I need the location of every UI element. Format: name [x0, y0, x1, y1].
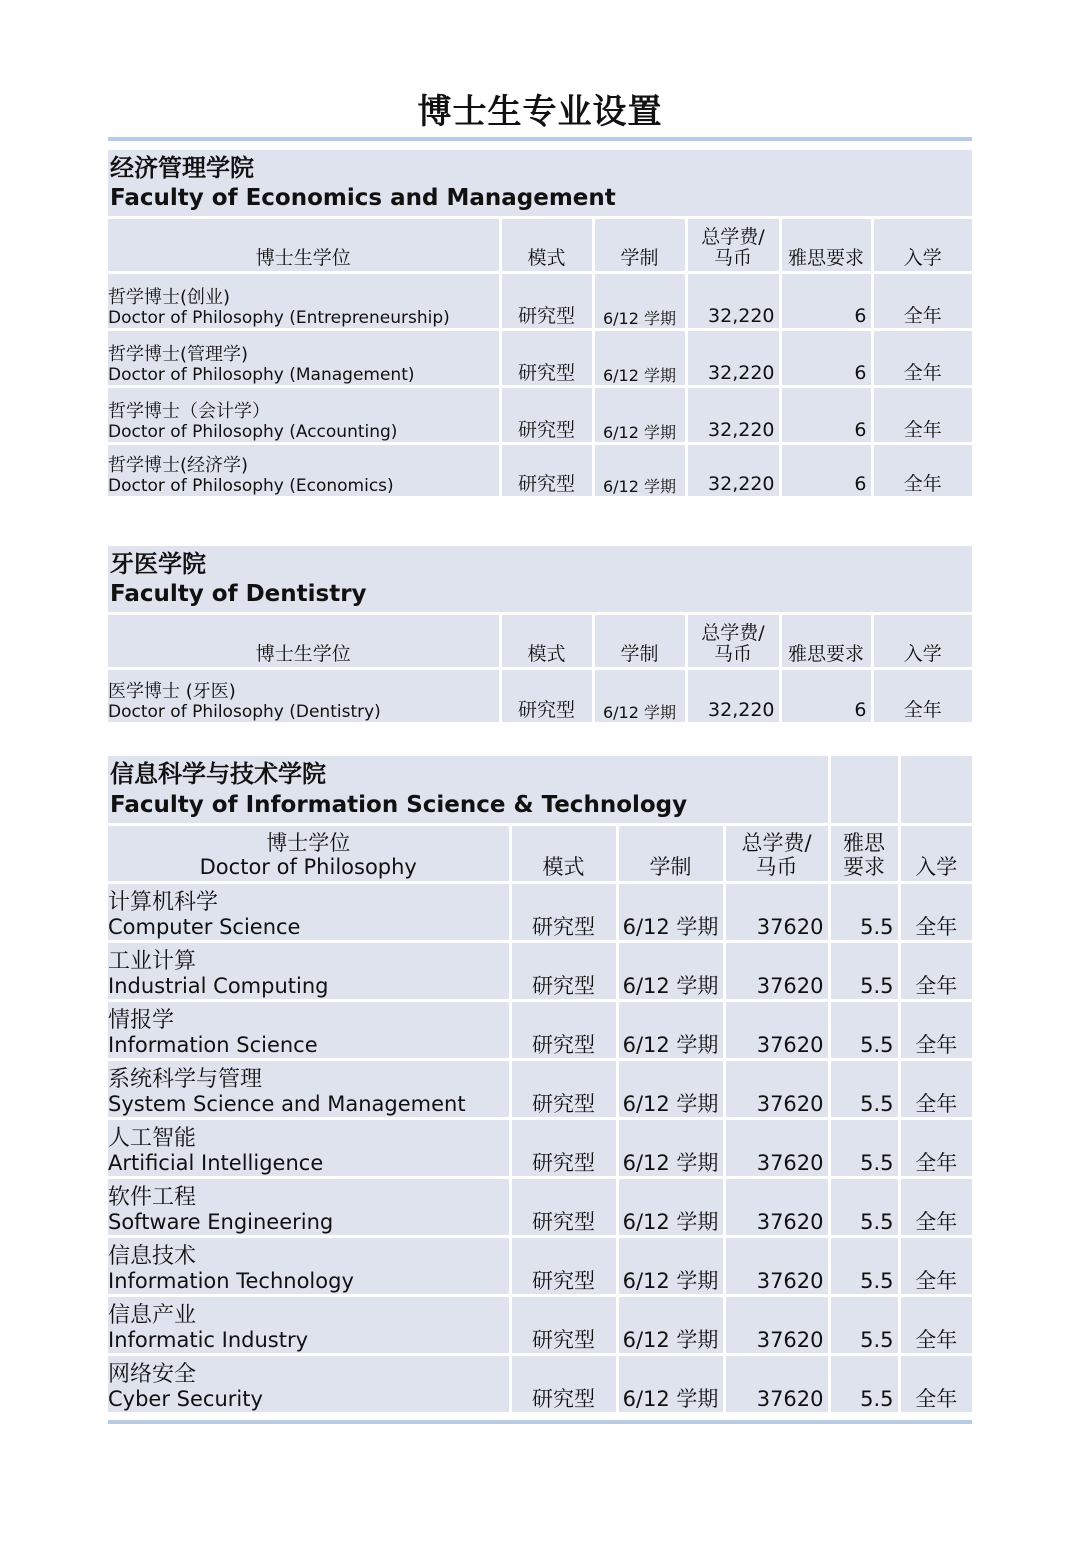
intake-cell: 全年 [899, 1059, 972, 1118]
degree-name-cn: 网络安全 [108, 1362, 197, 1388]
degree-name-cn: 哲学博士（会计学） [108, 401, 270, 423]
degree-name-en: Information Science [108, 1033, 318, 1058]
faculty-header [108, 756, 829, 824]
intake-cell: 全年 [899, 1118, 972, 1177]
mode-cell: 研究型 [500, 669, 593, 724]
ielts-cell: 5.5 [829, 1295, 899, 1354]
degree-cell [108, 1059, 510, 1118]
header-degree [108, 824, 510, 882]
degree-name-en: Information Technology [108, 1269, 354, 1294]
section-information-science [108, 756, 972, 1415]
duration-cell: 6/12 学期 [617, 941, 724, 1000]
degree-name-en: Doctor of Philosophy (Economics) [108, 475, 394, 496]
header-degree: 博士生学位 [108, 218, 500, 273]
degree-name-cn: 软件工程 [108, 1185, 197, 1211]
fee-cell: 37620 [724, 1177, 829, 1236]
ielts-cell: 6 [780, 330, 872, 387]
fee-cell: 37620 [724, 1000, 829, 1059]
header-fee [724, 824, 829, 882]
table-row [108, 1059, 972, 1118]
header-mode: 模式 [510, 824, 617, 882]
intake-cell: 全年 [899, 941, 972, 1000]
intake-cell: 全年 [872, 387, 972, 444]
duration-cell: 6/12 学期 [617, 882, 724, 941]
header-duration: 学制 [617, 824, 724, 882]
degree-cell [108, 444, 500, 498]
empty-cell [829, 756, 899, 824]
duration-cell: 6/12 学期 [617, 1236, 724, 1295]
degree-name-en: System Science and Management [108, 1092, 466, 1117]
column-header-row [108, 824, 972, 882]
mode-cell: 研究型 [500, 387, 593, 444]
faculty-name-cn: 牙医学院 [110, 550, 206, 578]
ielts-cell: 6 [780, 387, 872, 444]
degree-name-en: Cyber Security [108, 1387, 263, 1412]
table-row [108, 387, 972, 444]
ielts-cell: 5.5 [829, 1059, 899, 1118]
intake-cell: 全年 [872, 669, 972, 724]
header-intake: 入学 [872, 614, 972, 669]
degree-name-en: Doctor of Philosophy (Accounting) [108, 421, 398, 442]
duration-cell: 6/12 学期 [593, 273, 686, 330]
degree-name-en: Informatic Industry [108, 1328, 309, 1353]
intake-cell: 全年 [899, 1000, 972, 1059]
top-divider [108, 137, 972, 141]
degree-name-en: Doctor of Philosophy (Dentistry) [108, 701, 381, 722]
duration-cell: 6/12 学期 [617, 1118, 724, 1177]
degree-cell [108, 273, 500, 330]
header-intake: 入学 [899, 824, 972, 882]
header-fee-line2: 马币 [755, 855, 798, 880]
table-row [108, 882, 972, 941]
degree-name-cn: 哲学博士(经济学) [108, 455, 249, 477]
degree-name-en: Software Engineering [108, 1210, 334, 1235]
degree-cell [108, 941, 510, 1000]
degree-name-en: Industrial Computing [108, 974, 329, 999]
degree-cell [108, 1354, 510, 1413]
table-row [108, 1177, 972, 1236]
header-degree-cn: 博士学位 [266, 831, 351, 856]
duration-cell: 6/12 学期 [617, 1295, 724, 1354]
ielts-cell: 5.5 [829, 1236, 899, 1295]
ielts-cell: 5.5 [829, 882, 899, 941]
table-row [108, 1295, 972, 1354]
programs-table [108, 546, 972, 725]
header-fee-line2: 马币 [713, 247, 752, 270]
ielts-cell: 5.5 [829, 1177, 899, 1236]
duration-cell: 6/12 学期 [617, 1354, 724, 1413]
header-ielts: 雅思要求 [780, 614, 872, 669]
faculty-name-cn: 信息科学与技术学院 [110, 760, 326, 789]
fee-cell: 37620 [724, 1118, 829, 1177]
degree-cell [108, 1177, 510, 1236]
degree-cell [108, 1118, 510, 1177]
degree-name-en: Doctor of Philosophy (Management) [108, 364, 415, 385]
fee-cell: 37620 [724, 1354, 829, 1413]
degree-name-cn: 情报学 [108, 1008, 175, 1034]
intake-cell: 全年 [899, 1354, 972, 1413]
ielts-cell: 6 [780, 444, 872, 498]
table-row [108, 330, 972, 387]
degree-cell [108, 882, 510, 941]
header-duration: 学制 [593, 218, 686, 273]
header-fee-line1: 总学费/ [701, 621, 765, 644]
header-ielts-line1: 雅思 [843, 831, 886, 856]
ielts-cell: 5.5 [829, 1000, 899, 1059]
fee-cell: 37620 [724, 1295, 829, 1354]
table-row [108, 941, 972, 1000]
faculty-name-en: Faculty of Dentistry [110, 581, 367, 608]
header-mode: 模式 [500, 614, 593, 669]
mode-cell: 研究型 [500, 273, 593, 330]
page-title: 博士生专业设置 [417, 92, 663, 132]
intake-cell: 全年 [872, 273, 972, 330]
column-header-row [108, 218, 972, 273]
faculty-header [108, 150, 972, 218]
mode-cell: 研究型 [510, 1354, 617, 1413]
header-ielts: 雅思要求 [780, 218, 872, 273]
intake-cell: 全年 [872, 444, 972, 498]
header-degree-en: Doctor of Philosophy [199, 855, 417, 880]
degree-name-cn: 工业计算 [108, 949, 197, 975]
column-header-row [108, 614, 972, 669]
degree-cell [108, 387, 500, 444]
duration-cell: 6/12 学期 [617, 1059, 724, 1118]
fee-cell: 32,220 [686, 444, 780, 498]
faculty-name-en: Faculty of Information Science & Technology [110, 791, 688, 818]
ielts-cell: 5.5 [829, 941, 899, 1000]
header-fee [686, 218, 780, 273]
duration-cell: 6/12 学期 [617, 1177, 724, 1236]
duration-cell: 6/12 学期 [593, 669, 686, 724]
faculty-name-en: Faculty of Economics and Management [110, 185, 616, 212]
header-duration: 学制 [593, 614, 686, 669]
intake-cell: 全年 [899, 1295, 972, 1354]
mode-cell: 研究型 [510, 1118, 617, 1177]
mode-cell: 研究型 [510, 1177, 617, 1236]
degree-name-cn: 系统科学与管理 [108, 1067, 263, 1093]
degree-name-cn: 医学博士 (牙医) [108, 681, 236, 703]
empty-cell [899, 756, 972, 824]
table-row [108, 669, 972, 724]
header-fee-line2: 马币 [713, 643, 752, 666]
mode-cell: 研究型 [510, 882, 617, 941]
degree-cell [108, 330, 500, 387]
section-economics-management [108, 150, 972, 499]
intake-cell: 全年 [872, 330, 972, 387]
header-ielts [829, 824, 899, 882]
mode-cell: 研究型 [500, 444, 593, 498]
header-intake: 入学 [872, 218, 972, 273]
mode-cell: 研究型 [510, 1000, 617, 1059]
fee-cell: 32,220 [686, 669, 780, 724]
mode-cell: 研究型 [510, 1236, 617, 1295]
fee-cell: 32,220 [686, 273, 780, 330]
programs-table [108, 756, 972, 1415]
table-row [108, 1000, 972, 1059]
duration-cell: 6/12 学期 [593, 330, 686, 387]
intake-cell: 全年 [899, 1177, 972, 1236]
header-fee [686, 614, 780, 669]
table-row [108, 1118, 972, 1177]
duration-cell: 6/12 学期 [593, 387, 686, 444]
fee-cell: 32,220 [686, 387, 780, 444]
header-fee-line1: 总学费/ [741, 831, 812, 856]
fee-cell: 32,220 [686, 330, 780, 387]
table-row [108, 1236, 972, 1295]
degree-name-cn: 人工智能 [108, 1126, 197, 1152]
duration-cell: 6/12 学期 [617, 1000, 724, 1059]
bottom-divider [108, 1420, 972, 1424]
degree-name-cn: 哲学博士(创业) [108, 287, 231, 309]
header-ielts-line2: 要求 [843, 855, 886, 880]
degree-name-cn: 信息技术 [108, 1244, 197, 1270]
degree-name-cn: 哲学博士(管理学) [108, 344, 249, 366]
fee-cell: 37620 [724, 1059, 829, 1118]
degree-name-cn: 信息产业 [108, 1303, 197, 1329]
mode-cell: 研究型 [510, 941, 617, 1000]
degree-name-cn: 计算机科学 [108, 890, 219, 916]
mode-cell: 研究型 [510, 1295, 617, 1354]
fee-cell: 37620 [724, 941, 829, 1000]
ielts-cell: 6 [780, 273, 872, 330]
mode-cell: 研究型 [510, 1059, 617, 1118]
degree-name-en: Doctor of Philosophy (Entrepreneurship) [108, 307, 450, 328]
ielts-cell: 6 [780, 669, 872, 724]
programs-table [108, 150, 972, 499]
faculty-name-cn: 经济管理学院 [110, 154, 254, 182]
fee-cell: 37620 [724, 1236, 829, 1295]
fee-cell: 37620 [724, 882, 829, 941]
section-dentistry [108, 546, 972, 725]
header-degree: 博士生学位 [108, 614, 500, 669]
degree-cell [108, 1295, 510, 1354]
degree-cell [108, 1000, 510, 1059]
degree-name-en: Computer Science [108, 915, 301, 940]
ielts-cell: 5.5 [829, 1118, 899, 1177]
header-fee-line1: 总学费/ [701, 225, 765, 248]
table-row [108, 1354, 972, 1413]
degree-name-en: Artificial Intelligence [108, 1151, 324, 1176]
header-mode: 模式 [500, 218, 593, 273]
ielts-cell: 5.5 [829, 1354, 899, 1413]
faculty-header [108, 546, 972, 614]
duration-cell: 6/12 学期 [593, 444, 686, 498]
intake-cell: 全年 [899, 882, 972, 941]
mode-cell: 研究型 [500, 330, 593, 387]
intake-cell: 全年 [899, 1236, 972, 1295]
degree-cell [108, 1236, 510, 1295]
table-row [108, 273, 972, 330]
table-row [108, 444, 972, 498]
degree-cell [108, 669, 500, 724]
